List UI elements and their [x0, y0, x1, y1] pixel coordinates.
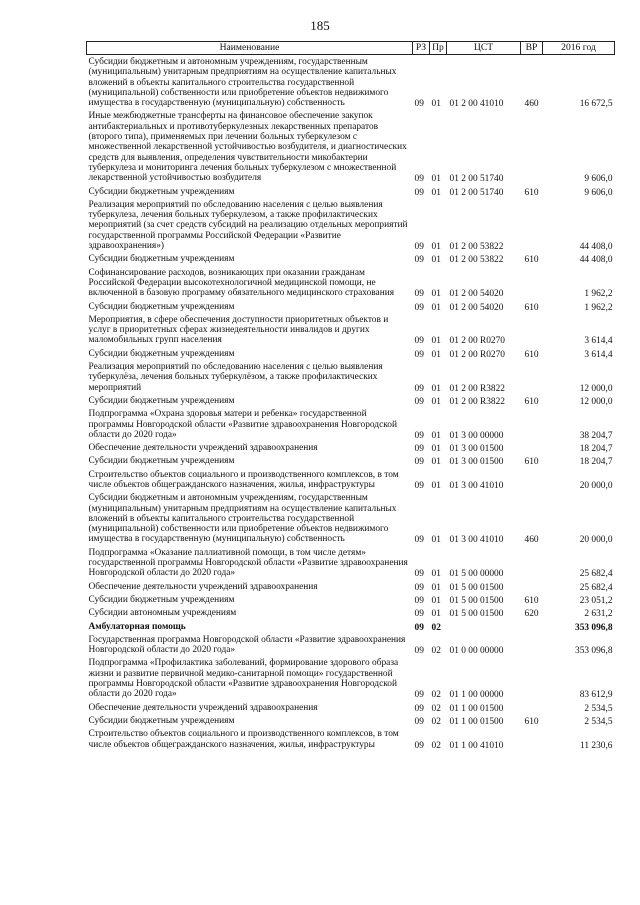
table-row [87, 185, 615, 198]
row-rz: 09 [414, 582, 424, 593]
budget-table [86, 41, 615, 751]
row-sum: 83 612,9 [579, 690, 613, 701]
row-rz: 09 [414, 99, 424, 110]
table-header [87, 42, 615, 55]
row-sum: 3 614,4 [584, 336, 613, 347]
row-pr: 01 [431, 582, 441, 593]
header-pr: Пр [430, 42, 447, 55]
table-row [87, 491, 615, 545]
table-row [87, 252, 615, 265]
row-cst: 01 2 00 53822 [449, 242, 504, 253]
row-rz: 09 [414, 535, 424, 546]
row-vr [521, 313, 543, 347]
row-cst: 01 2 00 53822 [449, 255, 504, 266]
row-cst: 01 2 00 51740 [449, 187, 504, 198]
row-cst: 01 3 00 41010 [449, 480, 504, 491]
row-cst: 01 2 00 41010 [449, 99, 504, 110]
row-pr: 01 [431, 457, 441, 468]
row-cst: 01 2 00 54020 [449, 289, 504, 300]
table-row [87, 593, 615, 606]
row-vr: 610 [524, 302, 539, 313]
row-vr [521, 633, 543, 657]
row-pr: 01 [431, 99, 441, 110]
table-body [87, 55, 615, 751]
table-row [87, 656, 615, 700]
row-cst: 01 3 00 00000 [449, 430, 504, 441]
row-vr [521, 266, 543, 300]
row-sum: 18 204,7 [579, 444, 613, 455]
row-vr: 610 [524, 595, 539, 606]
header-rz: РЗ [413, 42, 430, 55]
row-pr: 01 [431, 595, 441, 606]
page-number: 185 [310, 18, 330, 33]
row-cst: 01 1 00 01500 [449, 716, 504, 727]
table-row [87, 727, 615, 751]
row-sum: 1 962,2 [584, 289, 613, 300]
row-vr [521, 109, 543, 184]
row-rz: 09 [414, 569, 424, 580]
row-name: Субсидии бюджетным учреждениям [88, 456, 235, 467]
row-vr: 610 [524, 716, 539, 727]
row-vr: 620 [524, 609, 539, 620]
row-pr: 01 [431, 383, 441, 394]
row-sum: 25 682,4 [579, 582, 613, 593]
row-rz: 09 [414, 622, 424, 633]
row-name: Субсидии автономным учреждениям [88, 608, 237, 619]
row-vr [521, 441, 543, 454]
header-vr: ВР [521, 42, 543, 55]
row-sum: 2 631,2 [584, 609, 613, 620]
row-rz: 09 [414, 740, 424, 751]
row-sum: 25 682,4 [579, 569, 613, 580]
table-row [87, 55, 615, 110]
row-rz: 09 [414, 187, 424, 198]
row-vr [521, 546, 543, 580]
row-sum: 44 408,0 [579, 255, 613, 266]
row-sum: 44 408,0 [579, 242, 613, 253]
row-rz: 09 [414, 690, 424, 701]
row-name: Субсидии бюджетным учреждениям [88, 301, 235, 312]
row-cst: 01 5 00 01500 [449, 582, 504, 593]
row-cst: 01 1 00 41010 [449, 740, 504, 751]
row-pr: 01 [431, 609, 441, 620]
table-row [87, 580, 615, 593]
row-name: Обеспечение деятельности учреждений здравоохранения [88, 702, 318, 713]
row-sum: 20 000,0 [579, 535, 613, 546]
row-vr [521, 580, 543, 593]
row-rz: 09 [414, 383, 424, 394]
row-pr: 01 [431, 289, 441, 300]
row-vr: 610 [524, 396, 539, 407]
row-pr: 01 [431, 569, 441, 580]
row-rz: 09 [414, 444, 424, 455]
row-sum: 23 051,2 [579, 595, 613, 606]
row-name: Субсидии бюджетным учреждениям [88, 254, 235, 265]
table-row [87, 454, 615, 467]
row-vr [521, 468, 543, 492]
row-name: Субсидии бюджетным и автономным учреждениям, государственным (муниципальным) унитарным предприятиям на осуществление капитальных вложений в объекты капитального строительства государственной (муниципальной) собственности или приобретение объектов недвижимого имущества в государственную (муниципальную) собственность [88, 493, 397, 545]
header-cst: ЦСТ [447, 42, 521, 55]
row-rz: 09 [414, 480, 424, 491]
row-rz: 09 [414, 703, 424, 714]
row-cst: 01 3 00 01500 [449, 444, 504, 455]
row-cst: 01 1 00 00000 [449, 690, 504, 701]
row-name: Иные межбюджетные трансферты на финансовое обеспечение закупок антибактериальных и противотуберкулезных лекарственных препаратов (второго типа), применяемых при лечении больных туберкулезом с множественной лекарственной устойчивостью возбудителя, и диагностических средств для выявления, определения чувствительности микобактерии туберкулеза и мониторинга лечения больных туберкулезом с множественной лекарственной устойчивостью возбудителя [88, 111, 407, 184]
row-sum: 2 534,5 [584, 703, 613, 714]
row-sum: 11 230,6 [580, 740, 613, 751]
row-name: Государственная программа Новгородской области «Развитие здравоохранения Новгородской области до 2020 года» [88, 634, 406, 656]
row-rz: 09 [414, 289, 424, 300]
row-pr: 02 [431, 622, 441, 633]
row-name: Амбулаторная помощь [88, 621, 186, 632]
row-sum: 20 000,0 [579, 480, 613, 491]
row-pr: 02 [431, 740, 441, 751]
row-vr [521, 656, 543, 700]
row-pr: 01 [431, 187, 441, 198]
table-row [87, 394, 615, 407]
row-cst: 01 2 00 54020 [449, 302, 504, 313]
row-name: Субсидии бюджетным учреждениям [88, 594, 235, 605]
row-pr: 01 [431, 349, 441, 360]
row-cst: 01 0 00 00000 [449, 646, 504, 657]
row-name: Субсидии бюджетным учреждениям [88, 186, 235, 197]
row-cst: 01 2 00 R3822 [449, 396, 505, 407]
row-name: Мероприятия, в сфере обеспечения доступности приоритетных объектов и услуг в приоритетных сферах жизнедеятельности инвалидов и других маломобильных групп населения [88, 314, 389, 346]
table-row [87, 441, 615, 454]
row-pr: 01 [431, 255, 441, 266]
row-name: Обеспечение деятельности учреждений здравоохранения [88, 581, 318, 592]
row-rz: 09 [414, 255, 424, 266]
row-cst: 01 2 00 R0270 [449, 336, 505, 347]
row-pr: 01 [431, 396, 441, 407]
table-row [87, 300, 615, 313]
row-rz: 09 [414, 174, 424, 185]
row-vr [521, 407, 543, 441]
row-vr [521, 701, 543, 714]
row-rz: 09 [414, 336, 424, 347]
row-pr: 01 [431, 535, 441, 546]
row-pr: 02 [431, 646, 441, 657]
row-vr: 460 [524, 99, 539, 110]
row-sum: 1 962,2 [584, 302, 613, 313]
table-row [87, 360, 615, 394]
row-cst: 01 1 00 01500 [449, 703, 504, 714]
table-row [87, 606, 615, 619]
row-rz: 09 [414, 396, 424, 407]
table-row [87, 633, 615, 657]
row-cst: 01 3 00 41010 [449, 535, 504, 546]
row-rz: 09 [414, 302, 424, 313]
table-row [87, 620, 615, 633]
table-row [87, 266, 615, 300]
row-pr: 02 [431, 716, 441, 727]
table-row [87, 714, 615, 727]
row-sum: 38 204,7 [579, 430, 613, 441]
row-vr: 610 [524, 349, 539, 360]
row-vr [521, 198, 543, 252]
row-vr [521, 360, 543, 394]
row-name: Подпрограмма «Профилактика заболеваний, формирование здорового образа жизни и развитие первичной медико-санитарной помощи» государственной программы Новгородской области «Развитие здравоохранения Новгородской области до 2020 года» [88, 658, 399, 700]
row-pr: 01 [431, 242, 441, 253]
row-cst: 01 2 00 R0270 [449, 349, 505, 360]
row-name: Субсидии бюджетным и автономным учреждениям, государственным (муниципальным) унитарным предприятиям на осуществление капитальных вложений в объекты капитального строительства государственной (муниципальной) собственности или приобретение объектов недвижимого имущества в государственную (муниципальную) собственность [88, 57, 397, 109]
row-name: Строительство объектов социального и производственного комплексов, в том числе объектов общегражданского назначения, жилья, инфраструктуры [88, 469, 399, 490]
row-name: Реализация мероприятий по обследованию населения с целью выявления туберкулёза, лечения больных туберкулёзом, а также профилактических мероприятий [88, 362, 383, 393]
row-sum: 18 204,7 [579, 457, 613, 468]
row-rz: 09 [414, 349, 424, 360]
row-sum: 353 096,8 [575, 622, 613, 633]
row-sum: 353 096,8 [575, 646, 613, 657]
row-name: Субсидии бюджетным учреждениям [88, 395, 235, 406]
row-rz: 09 [414, 716, 424, 727]
row-name: Подпрограмма «Оказание паллиативной помощи, в том числе детям» государственной программы Новгородской области «Развитие здравоохранения Новгородской области до 2020 года» [88, 547, 408, 579]
row-pr: 02 [431, 703, 441, 714]
table-row [87, 546, 615, 580]
row-pr: 01 [431, 444, 441, 455]
row-vr: 610 [524, 187, 539, 198]
row-pr: 01 [431, 336, 441, 347]
row-pr: 01 [431, 480, 441, 491]
row-cst: 01 5 00 01500 [449, 609, 504, 620]
row-sum: 12 000,0 [579, 396, 613, 407]
table-row [87, 347, 615, 360]
row-pr: 02 [431, 690, 441, 701]
row-sum: 16 672,5 [579, 99, 613, 110]
table-row [87, 313, 615, 347]
row-name: Обеспечение деятельности учреждений здравоохранения [88, 443, 318, 454]
row-vr: 610 [524, 457, 539, 468]
row-name: Субсидии бюджетным учреждениям [88, 348, 235, 359]
row-name: Реализация мероприятий по обследованию населения с целью выявления туберкулеза, лечения больных туберкулезом, а также профилактических мероприятий (за счет средств субсидий на реализацию отдельных мероприятий государственной программы Российской Федерации «Развитие здравоохранения») [88, 199, 408, 252]
row-sum: 3 614,4 [584, 349, 613, 360]
row-rz: 09 [414, 430, 424, 441]
row-cst: 01 5 00 00000 [449, 569, 504, 580]
row-name: Подпрограмма «Охрана здоровья матери и ребенка» государственной программы Новгородской области «Развитие здравоохранения Новгородской области до 2020 года» [88, 409, 398, 440]
table-row [87, 109, 615, 184]
row-vr [521, 620, 543, 633]
row-rz: 09 [414, 646, 424, 657]
row-vr [521, 727, 543, 751]
row-cst [447, 620, 521, 633]
row-sum: 2 534,5 [584, 716, 613, 727]
header-year: 2016 год [543, 42, 615, 55]
row-cst: 01 2 00 51740 [449, 174, 504, 185]
table-row [87, 198, 615, 252]
row-vr: 460 [524, 535, 539, 546]
row-sum: 9 606,0 [584, 187, 613, 198]
row-pr: 01 [431, 174, 441, 185]
table-row [87, 701, 615, 714]
row-cst: 01 2 00 R3822 [449, 383, 505, 394]
row-rz: 09 [414, 609, 424, 620]
row-sum: 9 606,0 [584, 174, 613, 185]
row-rz: 09 [414, 242, 424, 253]
row-sum: 12 000,0 [579, 383, 613, 394]
table-row [87, 468, 615, 492]
table-row [87, 407, 615, 441]
row-name: Строительство объектов социального и производственного комплексов, в том числе объектов общегражданского назначения, жилья, инфраструктуры [88, 729, 399, 750]
row-cst: 01 5 00 01500 [449, 595, 504, 606]
row-rz: 09 [414, 595, 424, 606]
row-name: Софинансирование расходов, возникающих при оказании гражданам Российской Федерации высокотехнологичной медицинской помощи, не включенной в базовую программу обязательного медицинского страхования [88, 267, 395, 299]
row-cst: 01 3 00 01500 [449, 457, 504, 468]
row-rz: 09 [414, 457, 424, 468]
row-vr: 610 [524, 255, 539, 266]
header-name: Наименование [87, 42, 413, 55]
row-pr: 01 [431, 430, 441, 441]
row-pr: 01 [431, 302, 441, 313]
row-name: Субсидии бюджетным учреждениям [88, 715, 235, 726]
